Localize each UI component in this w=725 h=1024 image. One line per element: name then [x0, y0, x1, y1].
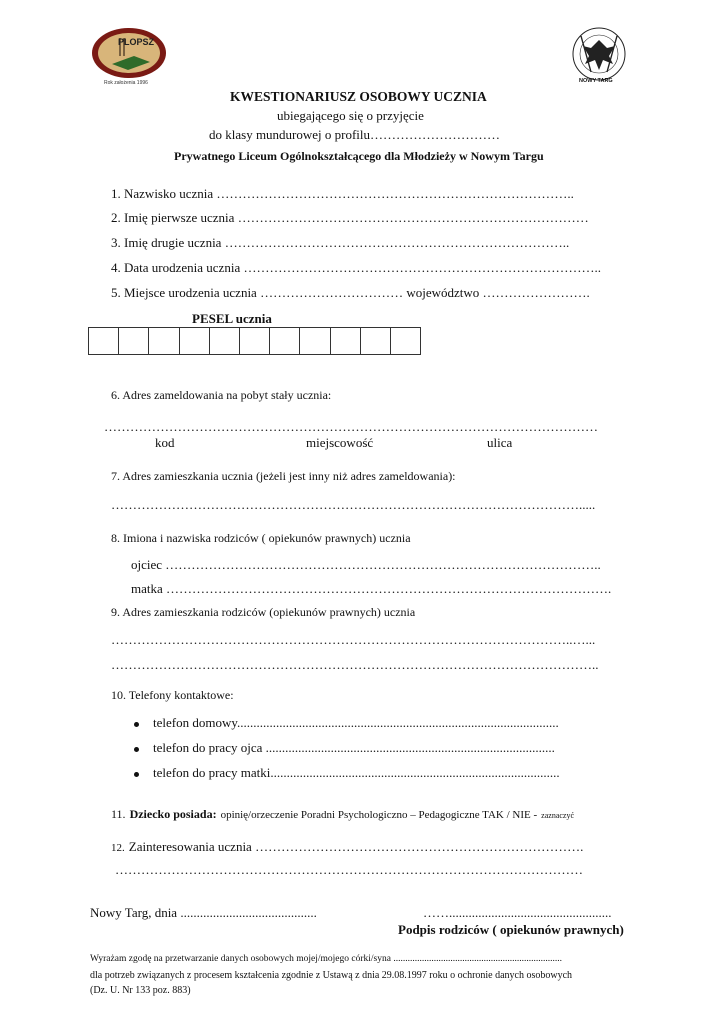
field-mother-work-phone[interactable]	[134, 765, 560, 781]
signature-line[interactable]: ……..................................................	[423, 905, 612, 920]
logo-caption: Rok założenia 1996	[104, 80, 148, 86]
consent-line-3: (Dz. U. Nr 133 poz. 883)	[90, 985, 191, 996]
pesel-digit-cell[interactable]	[240, 328, 270, 354]
bullet-icon	[134, 722, 139, 727]
field-registered-address[interactable]: ……………………………………………………………………………………………………	[104, 419, 598, 434]
bullet-icon	[134, 772, 139, 777]
pesel-digit-cell[interactable]	[149, 328, 179, 354]
field-birth-place[interactable]: 5. Miejsce urodzenia ucznia …………………………… województwo …………………….	[111, 285, 590, 300]
field-birth-date[interactable]: 4. Data urodzenia ucznia ………………………………………………………………………..	[111, 260, 601, 275]
pesel-digit-cell[interactable]	[391, 328, 420, 354]
field-parents-address-label: 9. Adres zamieszkania rodziców (opiekunów prawnych) ucznia	[111, 605, 416, 619]
field-surname[interactable]: 1. Nazwisko ucznia ………………………………………………………………………..	[111, 186, 574, 201]
signature-caption: Podpis rodziców ( opiekunów prawnych)	[398, 922, 624, 937]
address-city-caption: miejscowość	[306, 435, 374, 450]
form-title: KWESTIONARIUSZ OSOBOWY UCZNIA	[230, 89, 487, 104]
form-subtitle-2: do klasy mundurowej o profilu…………………………	[209, 127, 501, 142]
address-street-caption: ulica	[487, 435, 513, 450]
field-interests[interactable]	[111, 838, 583, 856]
field-residence-address[interactable]: ……………………………………………………………………………………………….....	[111, 497, 596, 512]
pesel-digit-cell[interactable]	[361, 328, 391, 354]
field-12-text: Zainteresowania ucznia ………………………………………………………………….	[128, 839, 584, 854]
bullet-icon	[134, 747, 139, 752]
field-11-number: 11.	[111, 807, 126, 821]
emblem-text: NOWY TARG	[579, 78, 613, 84]
field-home-phone[interactable]	[134, 715, 559, 731]
field-interests-line-2[interactable]: ………………………………………………………………………………………………	[115, 862, 583, 877]
consent-line-2: dla potrzeb związanych z procesem kształcenia zgodnie z Ustawą z dnia 29.08.1997 roku o ochronie danych osobowych	[90, 970, 573, 981]
mother-phone-text: telefon do pracy matki.........................................................................................	[153, 765, 560, 780]
address-postcode-caption: kod	[155, 435, 175, 450]
field-second-name[interactable]: 3. Imię drugie ucznia ……………………………………………………………………..	[111, 235, 570, 250]
field-11-note: zaznaczyć	[541, 811, 575, 820]
field-parents-address-line-2[interactable]: …………………………………………………………………………………………………..	[111, 657, 599, 672]
field-mother-name[interactable]: matka ………………………………………………………………………………………….	[131, 581, 612, 596]
home-phone-text: telefon domowy...................................................................................................	[153, 715, 559, 730]
field-parents-address-line-1[interactable]: ……………………………………………………………………………………………..…...	[111, 632, 596, 647]
field-father-name[interactable]: ojciec ………………………………………………………………………………………..	[131, 557, 601, 572]
pesel-digit-cell[interactable]	[331, 328, 361, 354]
pesel-digit-cell[interactable]	[119, 328, 149, 354]
form-subtitle-1: ubiegającego się o przyjęcie	[277, 108, 424, 123]
pesel-input-grid[interactable]	[88, 327, 421, 355]
contact-phones-label: 10. Telefony kontaktowe:	[111, 688, 234, 702]
signature-place-date[interactable]: Nowy Targ, dnia ..........................................	[90, 905, 317, 920]
field-father-work-phone[interactable]	[134, 740, 555, 756]
field-psych-opinion[interactable]	[111, 805, 574, 823]
pesel-digit-cell[interactable]	[300, 328, 330, 354]
school-name: Prywatnego Liceum Ogólnokształcącego dla Młodzieży w Nowym Targu	[174, 149, 544, 163]
father-phone-text: telefon do pracy ojca .........................................................................................	[153, 740, 555, 755]
field-residence-address-label: 7. Adres zamieszkania ucznia (jeżeli jest inny niż adres zameldowania):	[111, 469, 456, 483]
pesel-digit-cell[interactable]	[89, 328, 119, 354]
pesel-digit-cell[interactable]	[270, 328, 300, 354]
logo-text: PLOPSZ	[118, 37, 155, 47]
field-11-text: opinię/orzeczenie Poradni Psychologiczno – Pedagogiczne TAK / NIE -	[220, 809, 538, 821]
field-11-bold: Dziecko posiada:	[129, 807, 217, 821]
pesel-digit-cell[interactable]	[180, 328, 210, 354]
field-12-number: 12.	[111, 842, 125, 854]
pesel-digit-cell[interactable]	[210, 328, 240, 354]
field-parents-names-label: 8. Imiona i nazwiska rodziców ( opiekunów prawnych) ucznia	[111, 531, 411, 545]
field-registered-address-label: 6. Adres zameldowania na pobyt stały ucznia:	[111, 388, 332, 402]
consent-line-1: Wyrażam zgodę na przetwarzanie danych osobowych mojej/mojego córki/syna .......................................................................	[90, 954, 562, 964]
pesel-label: PESEL ucznia	[192, 311, 272, 326]
eagle-emblem	[567, 26, 631, 88]
school-logo	[90, 26, 168, 90]
field-first-name[interactable]: 2. Imię pierwsze ucznia ………………………………………………………………………	[111, 210, 589, 225]
